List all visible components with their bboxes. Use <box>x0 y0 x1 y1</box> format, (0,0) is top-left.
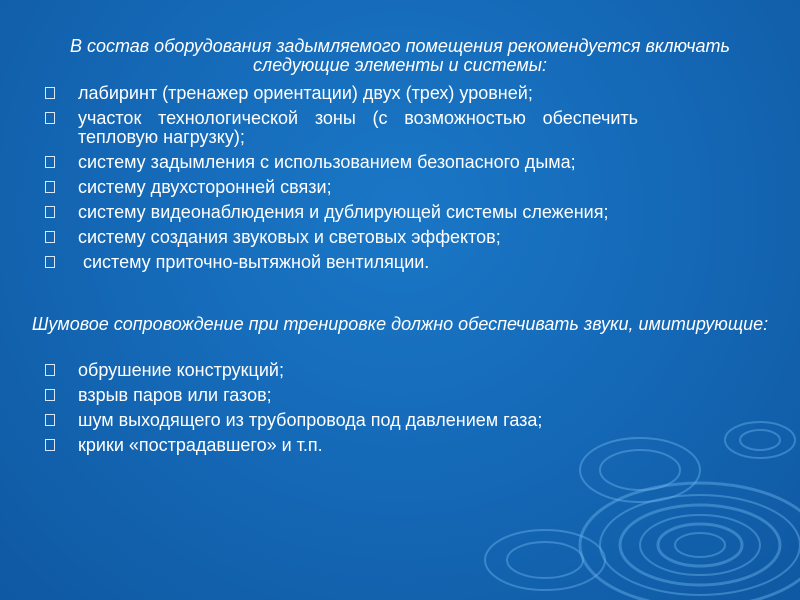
list-item: систему задымления с использованием безопасного дыма; <box>0 153 678 172</box>
list-item: систему приточно-вытяжной вентиляции. <box>0 253 678 272</box>
list-item: систему двухсторонней связи; <box>0 178 678 197</box>
noise-list <box>0 361 678 461</box>
square-bullet-icon <box>45 414 55 426</box>
list-item: обрушение конструкций; <box>0 361 678 380</box>
section-heading-equipment: В состав оборудования задымляемого помещения рекомендуется включать следующие элементы и системы: <box>69 36 731 75</box>
list-item: крики «пострадавшего» и т.п. <box>0 436 678 455</box>
list-item: взрыв паров или газов; <box>0 386 678 405</box>
list-item: шум выходящего из трубопровода под давлением газа; <box>0 411 678 430</box>
square-bullet-icon <box>45 181 55 193</box>
list-item: участок технологической зоны (с возможностью обеспечить тепловую нагрузку); <box>0 109 638 147</box>
square-bullet-icon <box>45 156 55 168</box>
equipment-list <box>0 84 678 278</box>
list-item: систему видеонаблюдения и дублирующей системы слежения; <box>0 203 678 222</box>
square-bullet-icon <box>45 439 55 451</box>
square-bullet-icon <box>45 256 55 268</box>
section-heading-noise: Шумовое сопровождение при тренировке должно обеспечивать звуки, имитирующие: <box>31 314 769 334</box>
square-bullet-icon <box>45 206 55 218</box>
list-item: систему создания звуковых и световых эффектов; <box>0 228 678 247</box>
square-bullet-icon <box>45 112 55 124</box>
square-bullet-icon <box>45 87 55 99</box>
square-bullet-icon <box>45 364 55 376</box>
square-bullet-icon <box>45 231 55 243</box>
square-bullet-icon <box>45 389 55 401</box>
list-item: лабиринт (тренажер ориентации) двух (трех) уровней; <box>0 84 638 103</box>
